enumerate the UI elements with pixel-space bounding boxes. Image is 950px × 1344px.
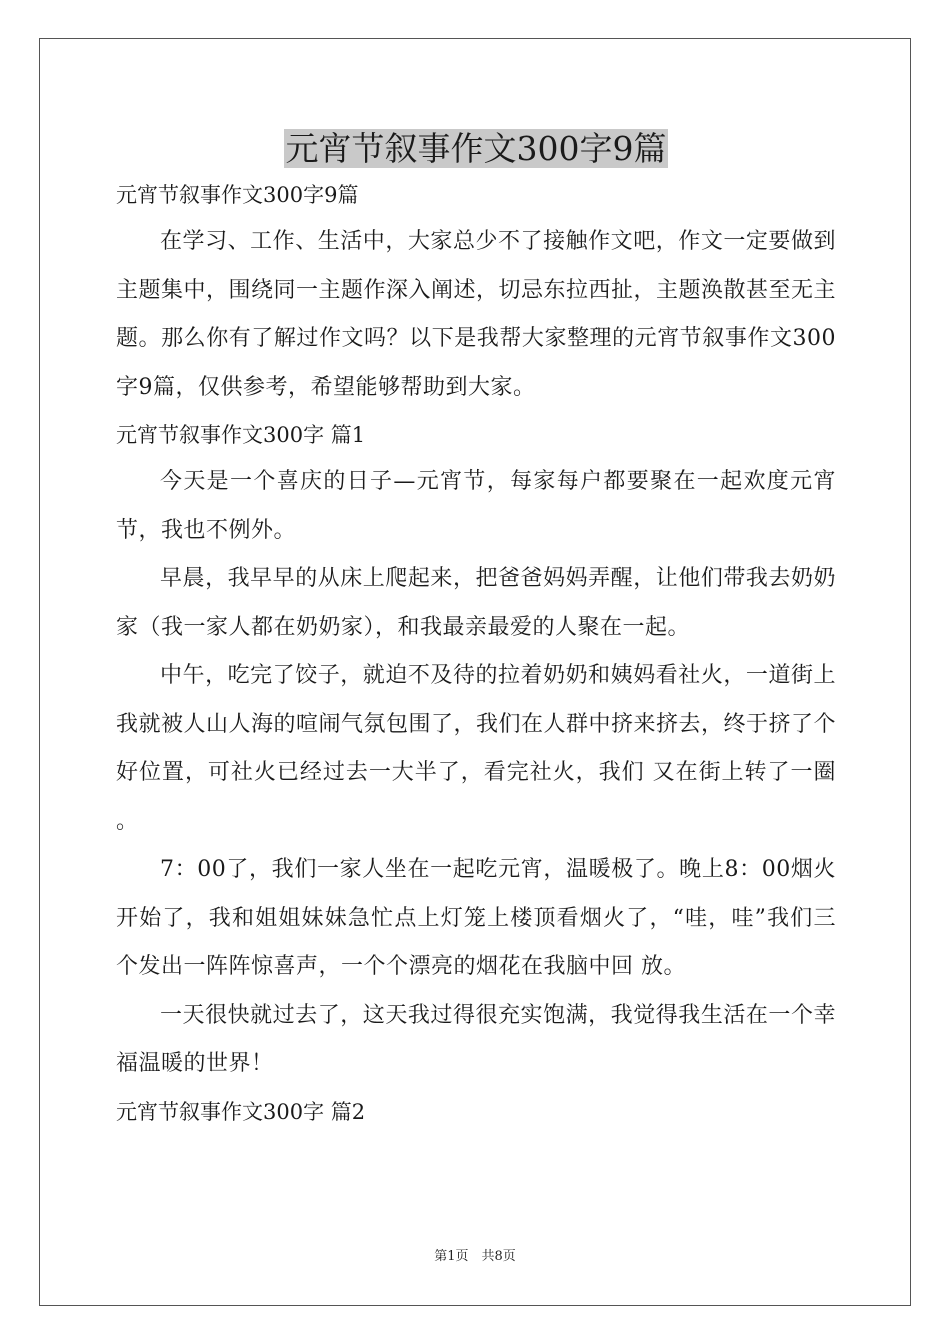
document-title xyxy=(116,126,836,172)
section1-paragraph-3: 中午，吃完了饺子，就迫不及待的拉着奶奶和姨妈看社火，一道街上我就被人山人海的喧闹气氛包围了，我们在人群中挤来挤去，终于挤了个好位置，可社火已经过去一大半了，看完社火，我们 又在街上转了一圈 。 xyxy=(116,663,837,834)
section1-paragraph-4: 7：00了，我们一家人坐在一起吃元宵，温暖极了。晚上8：00烟火开始了，我和姐姐妹妹急忙点上灯笼上楼顶看烟火了，“哇，哇”我们三个发出一阵阵惊喜声，一个个漂亮的烟花在我脑中回 放。 xyxy=(116,857,836,979)
document-body xyxy=(116,126,836,1135)
section-heading-1: 元宵节叙事作文300字 篇1 xyxy=(116,423,366,447)
section1-paragraph-1: 今天是一个喜庆的日子—元宵节，每家每户都要聚在一起欢度元宵节，我也不例外。 xyxy=(116,469,836,543)
document-subtitle: 元宵节叙事作文300字9篇 xyxy=(116,183,359,207)
intro-paragraph: 在学习、工作、生活中，大家总少不了接触作文吧，作文一定要做到主题集中，围绕同一主题作深入阐述，切忌东拉西扯，主题涣散甚至无主题。那么你有了解过作文吗？以下是我帮大家整理的元宵节叙事作文300字9篇，仅供参考，希望能够帮助到大家。 xyxy=(116,229,837,400)
section1-paragraph-5: 一天很快就过去了，这天我过得很充实饱满，我觉得我生活在一个幸福温暖的世界！ xyxy=(116,1002,836,1076)
page-footer xyxy=(0,1249,950,1265)
document-title-text: 元宵节叙事作文300字9篇 xyxy=(285,129,667,168)
section1-paragraph-2: 早晨，我早早的从床上爬起来，把爸爸妈妈弄醒，让他们带我去奶奶家（我一家人都在奶奶家），和我最亲最爱的人聚在一起。 xyxy=(116,566,836,640)
page-number: 第1页 共8页 xyxy=(434,1249,516,1264)
section-heading-2: 元宵节叙事作文300字 篇2 xyxy=(116,1099,366,1124)
